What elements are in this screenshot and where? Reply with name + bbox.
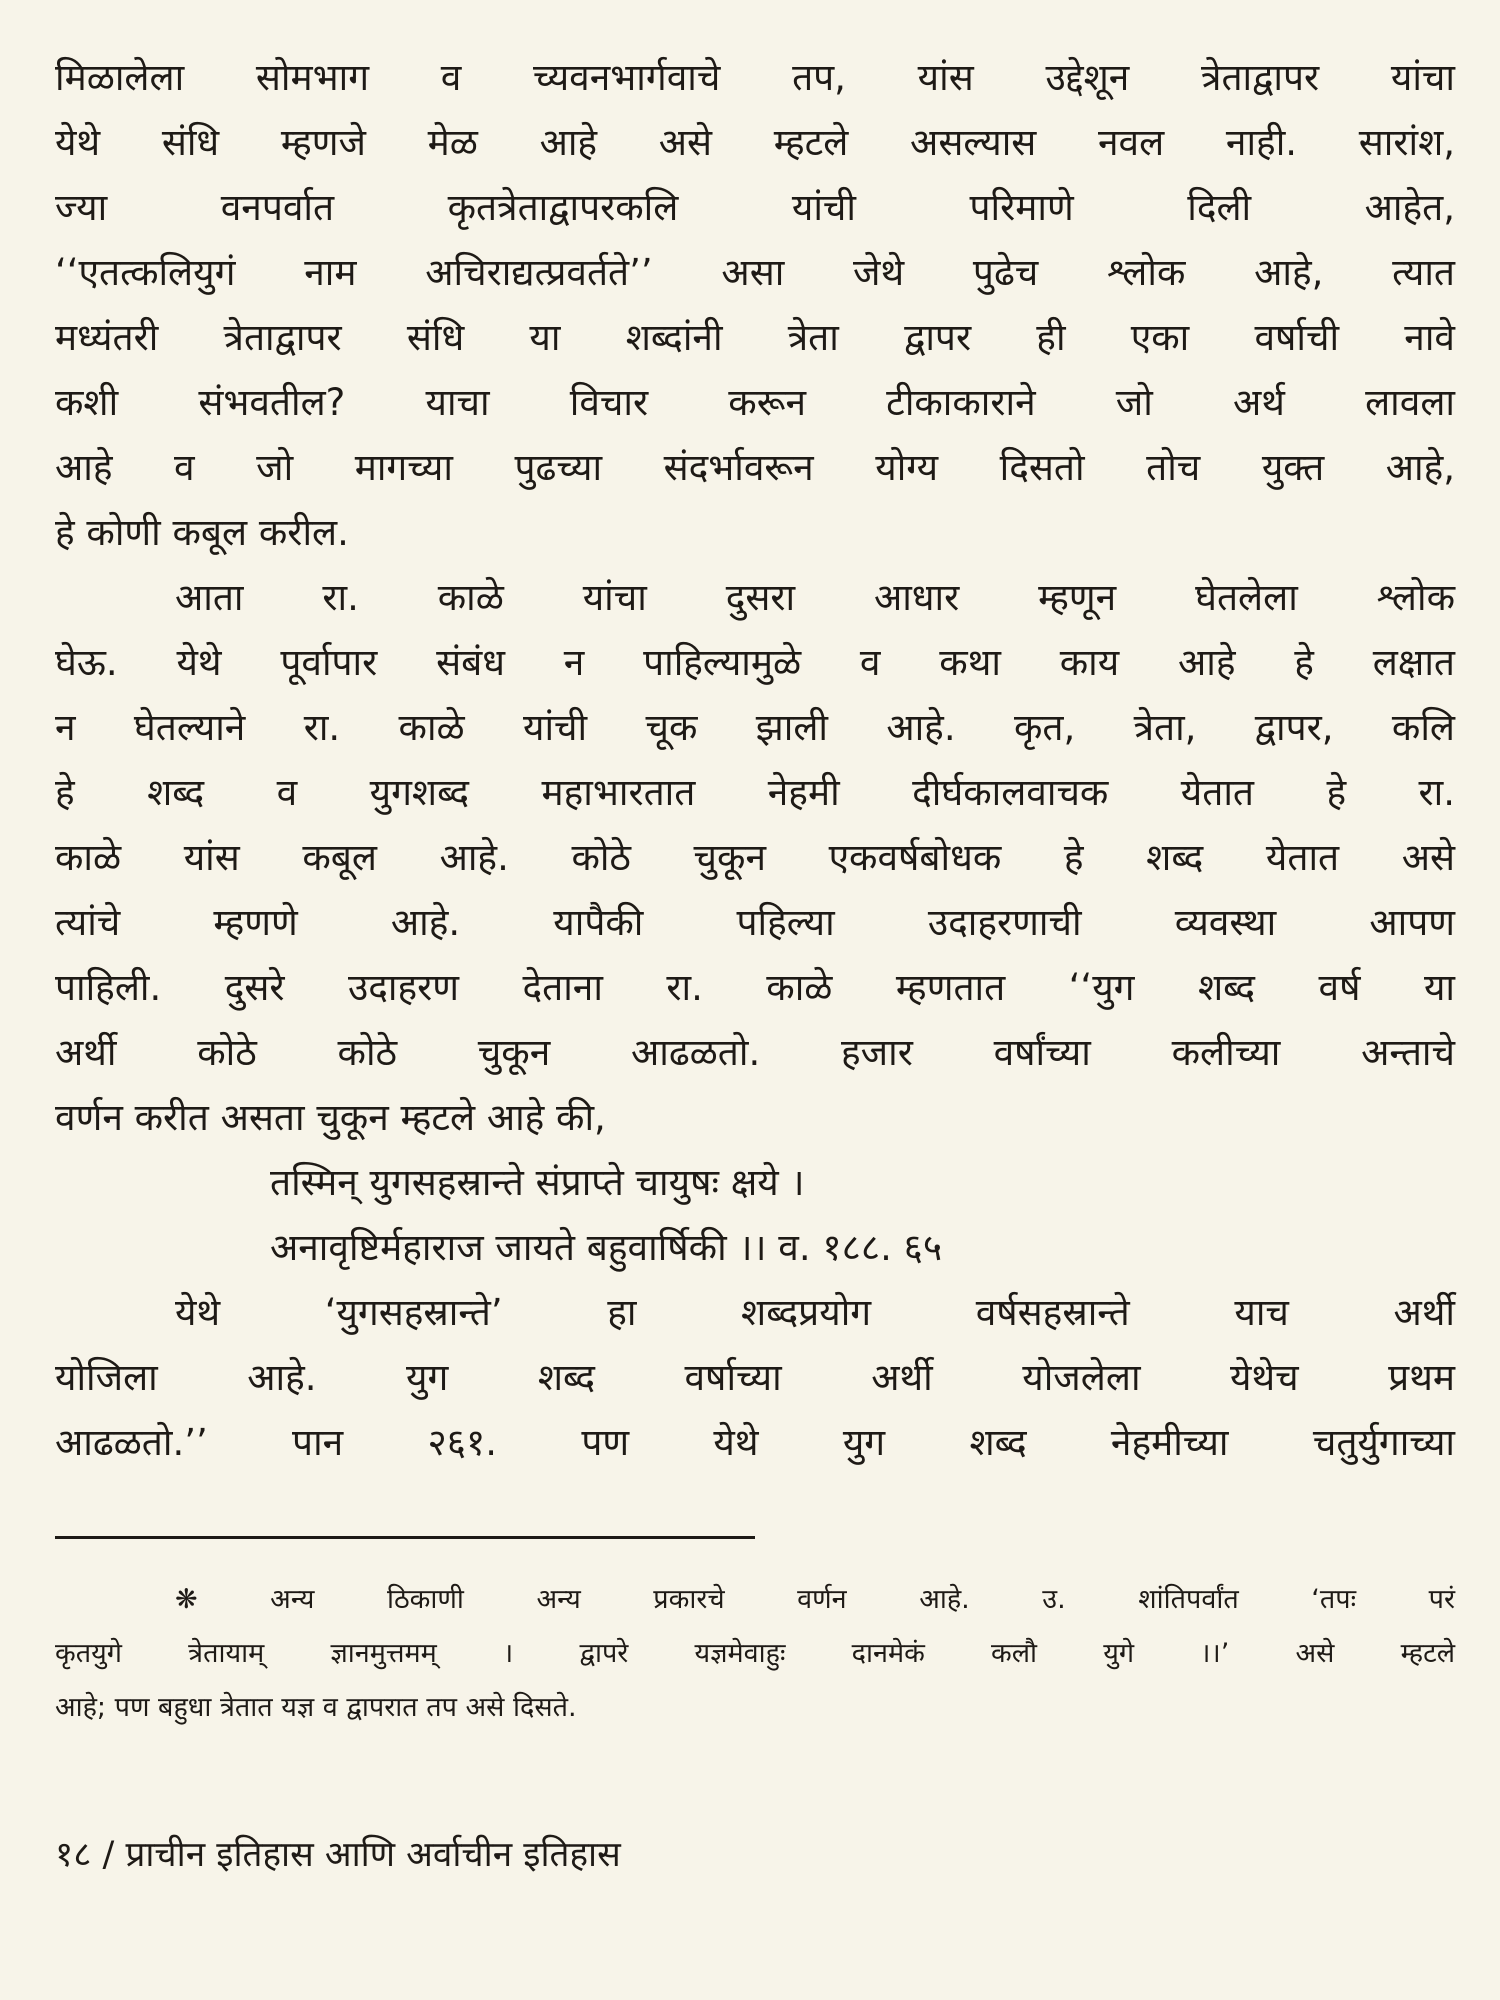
body-line-13: काळे यांस कबूल आहे. कोठे चुकून एकवर्षबोधक हे शब्द येतात असे <box>55 836 1455 879</box>
verse-line-1: तस्मिन् युगसहस्रान्ते संप्राप्ते चायुषः क्षये । <box>270 1161 805 1204</box>
page-folio: १८ / प्राचीन इतिहास आणि अर्वाचीन इतिहास <box>55 1835 621 1875</box>
body-line-1: मिळालेला सोमभाग व च्यवनभार्गवाचे तप, यांस उद्देशून त्रेताद्वापर यांचा <box>55 56 1455 99</box>
footnote-line-2: कृतयुगे त्रेतायाम् ज्ञानमुत्तमम् । द्वापरे यज्ञमेवाहुः दानमेकं कलौ युगे ।।’ असे म्हटले <box>55 1638 1455 1669</box>
body-line-2: येथे संधि म्हणजे मेळ आहे असे म्हटले असल्यास नवल नाही. सारांश, <box>55 121 1455 164</box>
body-line-11: न घेतल्याने रा. काळे यांची चूक झाली आहे. कृत, त्रेता, द्वापर, कलि <box>55 706 1455 749</box>
footnote-line-1: ❋ अन्य ठिकाणी अन्य प्रकारचे वर्णन आहे. उ. शांतिपर्वांत ‘तपः परं <box>175 1584 1455 1615</box>
body-line-15: पाहिली. दुसरे उदाहरण देताना रा. काळे म्हणतात ‘‘युग शब्द वर्ष या <box>55 966 1455 1009</box>
body-line-5: मध्यंतरी त्रेताद्वापर संधि या शब्दांनी त्रेता द्वापर ही एका वर्षाची नावे <box>55 316 1455 359</box>
body-line-18: येथे ‘युगसहस्रान्ते’ हा शब्दप्रयोग वर्षसहस्रान्ते याच अर्थी <box>175 1291 1455 1334</box>
body-line-14: त्यांचे म्हणणे आहे. यापैकी पहिल्या उदाहरणाची व्यवस्था आपण <box>55 901 1455 944</box>
body-line-12: हे शब्द व युगशब्द महाभारतात नेहमी दीर्घकालवाचक येतात हे रा. <box>55 771 1455 814</box>
body-line-16: अर्थी कोठे कोठे चुकून आढळतो. हजार वर्षांच्या कलीच्या अन्ताचे <box>55 1031 1455 1074</box>
body-line-8: हे कोणी कबूल करील. <box>55 511 349 554</box>
body-line-9: आता रा. काळे यांचा दुसरा आधार म्हणून घेतलेला श्लोक <box>175 576 1455 619</box>
body-line-19: योजिला आहे. युग शब्द वर्षाच्या अर्थी योजलेला येथेच प्रथम <box>55 1356 1455 1399</box>
footnote-line-3: आहे; पण बहुधा त्रेतात यज्ञ व द्वापरात तप असे दिसते. <box>55 1692 577 1723</box>
body-line-7: आहे व जो मागच्या पुढच्या संदर्भावरून योग्य दिसतो तोच युक्त आहे, <box>55 446 1455 489</box>
body-line-20: आढळतो.’’ पान २६१. पण येथे युग शब्द नेहमीच्या चतुर्युगाच्या <box>55 1421 1455 1464</box>
body-line-17: वर्णन करीत असता चुकून म्हटले आहे की, <box>55 1096 606 1139</box>
body-line-10: घेऊ. येथे पूर्वापार संबंध न पाहिल्यामुळे व कथा काय आहे हे लक्षात <box>55 641 1455 684</box>
footnote-rule <box>55 1536 755 1539</box>
body-line-4: ‘‘एतत्कलियुगं नाम अचिराद्यत्प्रवर्तते’’ असा जेथे पुढेच श्लोक आहे, त्यात <box>55 251 1455 294</box>
verse-line-2: अनावृष्टिर्महाराज जायते बहुवार्षिकी ।। व. १८८. ६५ <box>270 1226 943 1269</box>
body-line-6: कशी संभवतील? याचा विचार करून टीकाकाराने जो अर्थ लावला <box>55 381 1455 424</box>
body-line-3: ज्या वनपर्वात कृतत्रेताद्वापरकलि यांची परिमाणे दिली आहेत, <box>55 186 1455 229</box>
